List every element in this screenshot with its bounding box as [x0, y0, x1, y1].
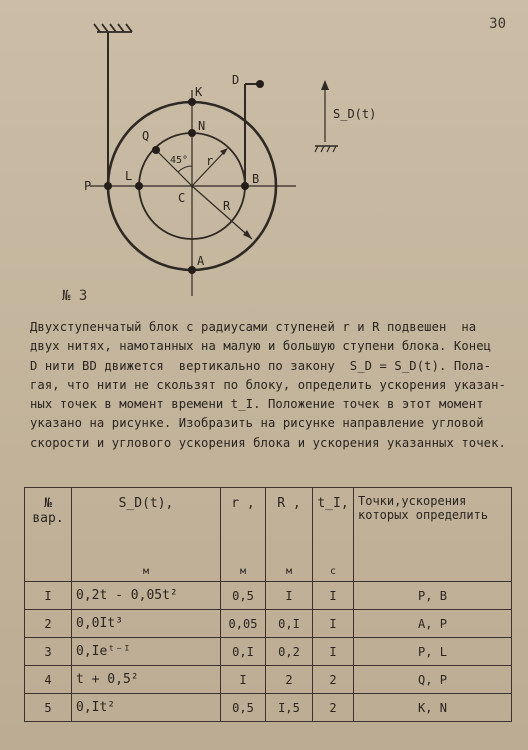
- problem-text: Двухступенчатый блок с радиусами ступеней r и R подвешен на двух нитях, намотанных на малую и большую ступени блока. Конец D нити BD движется вертикально по закону S_D = S_D(t). Пола- гая, что нити не скользят по блоку, определить ускорения указан- ных точек в момент времени t_I. Положение точек в этот момент указано на рисунке. Изобразить на рисунке направление угловой скорости и углового ускорения блока и ускорения указанных точек.: [30, 320, 506, 450]
- cell-points: Q, P: [354, 666, 512, 694]
- cell-var: 2: [25, 610, 72, 638]
- table-row: [25, 666, 512, 694]
- label-Q: Q: [142, 129, 150, 143]
- cell-points: K, N: [354, 694, 512, 722]
- table-row: [25, 582, 512, 610]
- label-A: A: [197, 254, 205, 268]
- sd-arrowhead: [321, 80, 329, 90]
- cell-sd: t + 0,5²: [72, 666, 221, 694]
- cell-t: 2: [313, 694, 354, 722]
- point-A-dot: [188, 266, 196, 274]
- cell-t: I: [313, 638, 354, 666]
- mechanics-figure: [60, 20, 420, 310]
- cell-points: P, L: [354, 638, 512, 666]
- point-K-dot: [188, 98, 196, 106]
- cell-sd: 0,It²: [72, 694, 221, 722]
- point-N-dot: [188, 129, 196, 137]
- table-header-row: [25, 488, 512, 582]
- cell-sd: 0,Ieᵗ⁻ᴵ: [72, 638, 221, 666]
- header-variant: № вар.: [25, 488, 72, 582]
- point-P-dot: [104, 182, 112, 190]
- label-C: C: [178, 191, 186, 205]
- radius-R-line: [192, 186, 252, 239]
- header-sd: S_D(t), м: [72, 488, 221, 582]
- figure-caption: № 3: [62, 288, 88, 304]
- table-row: [25, 638, 512, 666]
- point-Q-dot: [152, 146, 160, 154]
- cell-points: A, P: [354, 610, 512, 638]
- cell-var: 3: [25, 638, 72, 666]
- label-B: B: [252, 172, 260, 186]
- cell-r: 0,5: [221, 582, 266, 610]
- label-R: R: [223, 199, 231, 213]
- ceiling-support: [94, 24, 132, 32]
- cell-sd: 0,2t - 0,05t²: [72, 582, 221, 610]
- cell-r: 0,5: [221, 694, 266, 722]
- point-B-dot: [241, 182, 249, 190]
- radius-r-arrowhead: [220, 148, 228, 155]
- table-row: [25, 694, 512, 722]
- header-r: r , м: [221, 488, 266, 582]
- cell-t: 2: [313, 666, 354, 694]
- header-points: Точки,ускорения которых определить: [354, 488, 512, 582]
- label-N: N: [198, 119, 206, 133]
- label-r: r: [206, 154, 214, 168]
- page-number: 30: [489, 16, 506, 32]
- cell-r: I: [221, 666, 266, 694]
- cell-var: 4: [25, 666, 72, 694]
- pulley-diagram: [60, 20, 420, 310]
- radius-R-arrowhead: [243, 230, 252, 239]
- cell-R: 2: [266, 666, 313, 694]
- cell-R: I,5: [266, 694, 313, 722]
- label-D: D: [232, 73, 240, 87]
- cell-r: 0,05: [221, 610, 266, 638]
- point-L-dot: [135, 182, 143, 190]
- cell-var: 5: [25, 694, 72, 722]
- label-P: P: [84, 179, 92, 193]
- cell-R: 0,2: [266, 638, 313, 666]
- header-R: R , м: [266, 488, 313, 582]
- label-L: L: [125, 169, 133, 183]
- header-t: t_I, с: [313, 488, 354, 582]
- cell-r: 0,I: [221, 638, 266, 666]
- cell-R: 0,I: [266, 610, 313, 638]
- angle-arc: [178, 166, 192, 172]
- label-K: K: [195, 85, 203, 99]
- label-angle: 45°: [170, 155, 189, 166]
- point-D-dot: [256, 80, 264, 88]
- cell-R: I: [266, 582, 313, 610]
- label-sd: S_D(t): [333, 107, 377, 121]
- cell-sd: 0,0It³: [72, 610, 221, 638]
- cell-var: I: [25, 582, 72, 610]
- variants-table: [24, 487, 512, 722]
- table-row: [25, 610, 512, 638]
- cell-t: I: [313, 610, 354, 638]
- cell-t: I: [313, 582, 354, 610]
- cell-points: P, B: [354, 582, 512, 610]
